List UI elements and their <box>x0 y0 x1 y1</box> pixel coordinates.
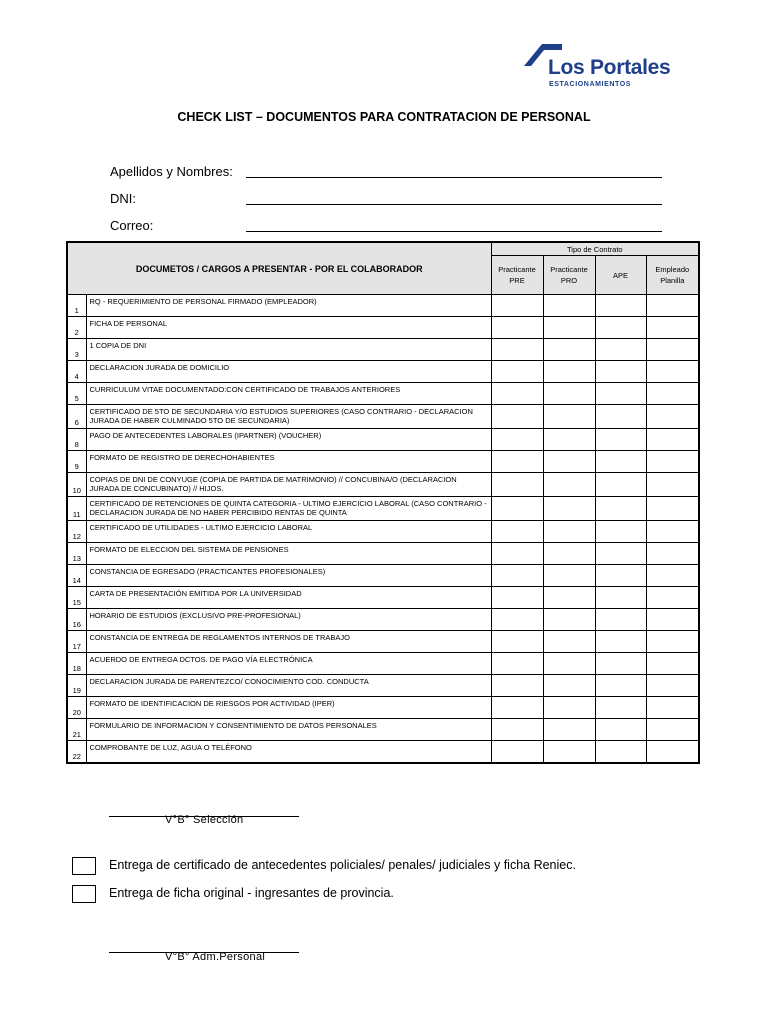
document-name: FORMULARIO DE INFORMACION Y CONSENTIMIENTO DE DATOS PERSONALES <box>86 719 491 741</box>
email-field-line[interactable] <box>246 231 662 232</box>
check-cell[interactable] <box>595 383 646 405</box>
document-name: CERTIFICADO DE UTILIDADES - ULTIMO EJERCICIO LABORAL <box>86 521 491 543</box>
row-number: 10 <box>67 473 86 497</box>
check-cell[interactable] <box>491 565 543 587</box>
check-cell[interactable] <box>646 473 699 497</box>
table-row <box>67 383 699 405</box>
check-cell[interactable] <box>646 383 699 405</box>
col-header-practicante-pre: Practicante PRE <box>491 256 543 295</box>
check-cell[interactable] <box>646 741 699 764</box>
check-cell[interactable] <box>543 697 595 719</box>
check-cell[interactable] <box>595 295 646 317</box>
check-cell[interactable] <box>491 653 543 675</box>
check-cell[interactable] <box>595 405 646 429</box>
document-name: DECLARACION JURADA DE DOMICILIO <box>86 361 491 383</box>
document-name: CONSTANCIA DE EGRESADO (PRACTICANTES PROFESIONALES) <box>86 565 491 587</box>
logo-subtitle: ESTACIONAMIENTOS <box>549 81 632 88</box>
check-cell[interactable] <box>646 587 699 609</box>
check-cell[interactable] <box>543 429 595 451</box>
check-cell[interactable] <box>595 587 646 609</box>
check-cell[interactable] <box>543 719 595 741</box>
col-header-practicante-pro: Practicante PRO <box>543 256 595 295</box>
row-number: 4 <box>67 361 86 383</box>
logo-name: Los Portales <box>548 56 671 79</box>
check-cell[interactable] <box>595 497 646 521</box>
check-cell[interactable] <box>646 361 699 383</box>
documents-header: DOCUMETOS / CARGOS A PRESENTAR - POR EL COLABORADOR <box>67 242 491 295</box>
check-cell[interactable] <box>595 565 646 587</box>
document-name: CARTA DE PRESENTACIÓN EMITIDA POR LA UNIVERSIDAD <box>86 587 491 609</box>
check-cell[interactable] <box>646 339 699 361</box>
check-cell[interactable] <box>491 429 543 451</box>
table-row <box>67 719 699 741</box>
documents-checklist-table <box>66 241 700 764</box>
document-title: CHECK LIST – DOCUMENTOS PARA CONTRATACION DE PERSONAL <box>177 110 591 124</box>
check-cell[interactable] <box>646 565 699 587</box>
check-cell[interactable] <box>646 631 699 653</box>
dni-field-line[interactable] <box>246 204 662 205</box>
check-cell[interactable] <box>595 719 646 741</box>
check-cell[interactable] <box>595 741 646 764</box>
dni-field-label: DNI: <box>110 191 136 206</box>
check-cell[interactable] <box>646 497 699 521</box>
check-cell[interactable] <box>646 609 699 631</box>
document-name: COMPROBANTE DE LUZ, AGUA O TELÉFONO <box>86 741 491 764</box>
table-row <box>67 405 699 429</box>
document-name: ACUERDO DE ENTREGA DCTOS. DE PAGO VÍA ELECTRÓNICA <box>86 653 491 675</box>
check-cell[interactable] <box>543 543 595 565</box>
check-cell[interactable] <box>543 383 595 405</box>
check-cell[interactable] <box>595 521 646 543</box>
check-cell[interactable] <box>543 317 595 339</box>
check-cell[interactable] <box>491 609 543 631</box>
police-records-label: Entrega de certificado de antecedentes policiales/ penales/ judiciales y ficha Reniec. <box>109 858 576 872</box>
row-number: 14 <box>67 565 86 587</box>
row-number: 21 <box>67 719 86 741</box>
table-row <box>67 675 699 697</box>
row-number: 18 <box>67 653 86 675</box>
check-cell[interactable] <box>646 543 699 565</box>
company-logo <box>522 40 682 92</box>
row-number: 8 <box>67 429 86 451</box>
table-row <box>67 741 699 764</box>
document-name: FORMATO DE IDENTIFICACION DE RIESGOS POR ACTIVIDAD (IPER) <box>86 697 491 719</box>
row-number: 19 <box>67 675 86 697</box>
check-cell[interactable] <box>595 653 646 675</box>
document-name: FORMATO DE REGISTRO DE DERECHOHABIENTES <box>86 451 491 473</box>
check-cell[interactable] <box>543 653 595 675</box>
row-number: 22 <box>67 741 86 764</box>
check-cell[interactable] <box>595 361 646 383</box>
contract-type-header: Tipo de Contrato <box>491 242 699 256</box>
check-cell[interactable] <box>491 361 543 383</box>
check-cell[interactable] <box>646 521 699 543</box>
check-cell[interactable] <box>491 339 543 361</box>
row-number: 15 <box>67 587 86 609</box>
check-cell[interactable] <box>491 587 543 609</box>
check-cell[interactable] <box>543 675 595 697</box>
row-number: 5 <box>67 383 86 405</box>
check-cell[interactable] <box>491 405 543 429</box>
document-name: FICHA DE PERSONAL <box>86 317 491 339</box>
check-cell[interactable] <box>595 317 646 339</box>
check-cell[interactable] <box>491 473 543 497</box>
document-name: RQ - REQUERIMIENTO DE PERSONAL FIRMADO (EMPLEADOR) <box>86 295 491 317</box>
check-cell[interactable] <box>646 429 699 451</box>
document-name: CURRICULUM VITAE DOCUMENTADO:CON CERTIFICADO DE TRABAJOS ANTERIORES <box>86 383 491 405</box>
table-row <box>67 361 699 383</box>
col-header-empleado-planilla: Empleado Planilla <box>646 256 699 295</box>
table-row <box>67 429 699 451</box>
check-cell[interactable] <box>595 339 646 361</box>
check-cell[interactable] <box>491 543 543 565</box>
email-field-label: Correo: <box>110 218 154 233</box>
table-row <box>67 317 699 339</box>
col-header-ape: APE <box>595 256 646 295</box>
check-cell[interactable] <box>646 675 699 697</box>
check-cell[interactable] <box>595 697 646 719</box>
document-name: 1 COPIA DE DNI <box>86 339 491 361</box>
table-row <box>67 451 699 473</box>
table-row <box>67 587 699 609</box>
name-field-label: Apellidos y Nombres: <box>110 164 233 179</box>
check-cell[interactable] <box>646 405 699 429</box>
hr-admin-signature-label: V°B° Adm.Personal <box>165 951 266 963</box>
check-cell[interactable] <box>595 473 646 497</box>
document-name: CERTIFICADO DE RETENCIONES DE QUINTA CATEGORIA - ULTIMO EJERCICIO LABORAL (CASO CONTRARIO - DECLARACION JURADA DE NO HABER PERCIBIDO RENTAS DE QUINTA <box>86 497 491 521</box>
check-cell[interactable] <box>646 697 699 719</box>
check-cell[interactable] <box>491 741 543 764</box>
row-number: 2 <box>67 317 86 339</box>
original-form-label: Entrega de ficha original - ingresantes de provincia. <box>109 886 394 900</box>
row-number: 17 <box>67 631 86 653</box>
document-name: PAGO DE ANTECEDENTES LABORALES (IPARTNER) (VOUCHER) <box>86 429 491 451</box>
check-cell[interactable] <box>543 405 595 429</box>
check-cell[interactable] <box>646 451 699 473</box>
row-number: 3 <box>67 339 86 361</box>
document-name: CERTIFICADO DE 5TO DE SECUNDARIA Y/O ESTUDIOS SUPERIORES (CASO CONTRARIO - DECLARACION JURADA DE HABER CULMINADO 5TO DE SECUNDARIA) <box>86 405 491 429</box>
check-cell[interactable] <box>491 295 543 317</box>
name-field-line[interactable] <box>246 177 662 178</box>
check-cell[interactable] <box>595 675 646 697</box>
check-cell[interactable] <box>491 675 543 697</box>
document-name: HORARIO DE ESTUDIOS (EXCLUSIVO PRE-PROFESIONAL) <box>86 609 491 631</box>
check-cell[interactable] <box>543 587 595 609</box>
check-cell[interactable] <box>646 653 699 675</box>
original-form-checkbox[interactable] <box>72 885 96 903</box>
check-cell[interactable] <box>543 361 595 383</box>
check-cell[interactable] <box>543 631 595 653</box>
document-name: DECLARACION JURADA DE PARENTEZCO/ CONOCIMIENTO COD. CONDUCTA <box>86 675 491 697</box>
table-row <box>67 697 699 719</box>
table-row <box>67 543 699 565</box>
table-row <box>67 609 699 631</box>
check-cell[interactable] <box>595 543 646 565</box>
row-number: 16 <box>67 609 86 631</box>
check-cell[interactable] <box>491 383 543 405</box>
check-cell[interactable] <box>595 609 646 631</box>
check-cell[interactable] <box>646 317 699 339</box>
table-row <box>67 653 699 675</box>
check-cell[interactable] <box>491 497 543 521</box>
row-number: 6 <box>67 405 86 429</box>
check-cell[interactable] <box>543 339 595 361</box>
table-row <box>67 497 699 521</box>
row-number: 9 <box>67 451 86 473</box>
check-cell[interactable] <box>595 429 646 451</box>
check-cell[interactable] <box>543 451 595 473</box>
check-cell[interactable] <box>543 565 595 587</box>
check-cell[interactable] <box>491 317 543 339</box>
check-cell[interactable] <box>491 631 543 653</box>
check-cell[interactable] <box>543 741 595 764</box>
check-cell[interactable] <box>595 451 646 473</box>
table-row <box>67 473 699 497</box>
table-row <box>67 295 699 317</box>
check-cell[interactable] <box>543 295 595 317</box>
check-cell[interactable] <box>595 631 646 653</box>
check-cell[interactable] <box>543 473 595 497</box>
row-number: 20 <box>67 697 86 719</box>
table-row <box>67 631 699 653</box>
check-cell[interactable] <box>543 609 595 631</box>
table-row <box>67 565 699 587</box>
police-records-checkbox[interactable] <box>72 857 96 875</box>
row-number: 1 <box>67 295 86 317</box>
selection-signature-label: V°B° Selección <box>165 814 244 826</box>
document-name: COPIAS DE DNI DE CONYUGE (COPIA DE PARTIDA DE MATRIMONIO) // CONCUBINA/O (DECLARACION JURADA DE CONCUBINATO) // HIJOS. <box>86 473 491 497</box>
document-name: CONSTANCIA DE ENTREGA DE REGLAMENTOS INTERNOS DE TRABAJO <box>86 631 491 653</box>
check-cell[interactable] <box>491 521 543 543</box>
check-cell[interactable] <box>491 697 543 719</box>
row-number: 13 <box>67 543 86 565</box>
check-cell[interactable] <box>646 719 699 741</box>
check-cell[interactable] <box>543 521 595 543</box>
check-cell[interactable] <box>543 497 595 521</box>
check-cell[interactable] <box>491 451 543 473</box>
table-row <box>67 521 699 543</box>
check-cell[interactable] <box>491 719 543 741</box>
row-number: 12 <box>67 521 86 543</box>
check-cell[interactable] <box>646 295 699 317</box>
table-row <box>67 339 699 361</box>
document-name: FORMATO DE ELECCION DEL SISTEMA DE PENSIONES <box>86 543 491 565</box>
row-number: 11 <box>67 497 86 521</box>
